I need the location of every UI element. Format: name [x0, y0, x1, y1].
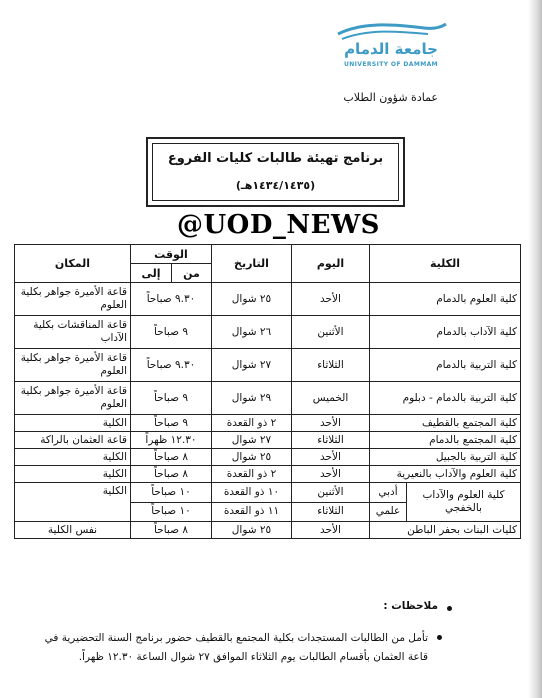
cell-place: الكلية	[15, 483, 131, 522]
notes-body	[22, 629, 442, 667]
cell-date: ٢ ذو القعدة	[212, 466, 292, 483]
cell-time: ٩ صباحاً	[131, 382, 212, 415]
header-college: الكلية	[370, 245, 521, 283]
table-row	[15, 466, 521, 483]
department-name: عمادة شؤون الطلاب	[343, 91, 438, 104]
cell-place: الكلية	[15, 449, 131, 466]
cell-time: ٨ صباحاً	[131, 449, 212, 466]
cell-day: الأثنين	[292, 316, 370, 349]
cell-date: ٢٥ شوال	[212, 283, 292, 316]
cell-date: ٢٧ شوال	[212, 349, 292, 382]
cell-college: كلية الآداب بالدمام	[370, 316, 521, 349]
logo-arabic-name: جامعة الدمام	[344, 40, 438, 58]
watermark-handle: @UOD_NEWS	[177, 210, 380, 240]
cell-time: ٨ صباحاً	[131, 522, 212, 539]
cell-college: كليات البنات بحفر الباطن	[370, 522, 521, 539]
table-row	[15, 449, 521, 466]
cell-day: الأحد	[292, 449, 370, 466]
cell-day: الثلاثاء	[292, 349, 370, 382]
cell-time: ٩.٣٠ صباحاً	[131, 283, 212, 316]
table-row	[15, 349, 521, 382]
notes-heading	[32, 600, 452, 612]
bullet-icon	[447, 606, 452, 611]
cell-date: ١١ ذو القعدة	[212, 502, 292, 522]
page-edge-shadow	[528, 0, 542, 698]
header-day: اليوم	[292, 245, 370, 283]
cell-time: ١٠ صباحاً	[131, 502, 212, 522]
cell-place: الكلية	[15, 415, 131, 432]
cell-day: الثلاثاء	[292, 502, 370, 522]
khafji-college-name: كلية العلوم والآداب بالخفجي	[422, 489, 505, 514]
cell-college: كلية المجتمع بالدمام	[370, 432, 521, 449]
university-logo	[332, 18, 450, 73]
cell-place: قاعة العثمان بالراكة	[15, 432, 131, 449]
cell-date: ٢٩ شوال	[212, 382, 292, 415]
cell-college: كلية التربية بالدمام	[370, 349, 521, 382]
table-row-khafji	[15, 483, 521, 503]
cell-day: الأحد	[292, 283, 370, 316]
table-row	[15, 432, 521, 449]
cell-place: نفس الكلية	[15, 522, 131, 539]
header-from: من	[172, 264, 212, 283]
title-box	[146, 137, 405, 207]
cell-time: ٨ صباحاً	[131, 466, 212, 483]
cell-date: ١٠ ذو القعدة	[212, 483, 292, 503]
cell-college: كلية التربية بالدمام - دبلوم	[370, 382, 521, 415]
cell-day: الأحد	[292, 415, 370, 432]
cell-college-khafji	[370, 483, 521, 522]
cell-college: كلية المجتمع بالقطيف	[370, 415, 521, 432]
cell-day: الأحد	[292, 466, 370, 483]
header-place: المكان	[15, 245, 131, 283]
table-row	[15, 283, 521, 316]
header-date: التاريخ	[212, 245, 292, 283]
table-row	[15, 382, 521, 415]
cell-place: قاعة الأميرة جواهر بكلية العلوم	[15, 349, 131, 382]
cell-place: قاعة المناقشات بكلية الآداب	[15, 316, 131, 349]
table-row	[15, 415, 521, 432]
page-title: برنامج تهيئة طالبات كليات الفروع	[167, 151, 384, 166]
header-time: الوقت	[131, 245, 212, 264]
page-subtitle-year: (١٤٣٤/١٤٣٥هـ)	[235, 179, 316, 192]
khafji-track-science: علمي	[375, 505, 401, 518]
cell-time: ٩ صباحاً	[131, 316, 212, 349]
cell-day: الأحد	[292, 522, 370, 539]
schedule-table	[14, 244, 521, 539]
cell-time: ٩.٣٠ صباحاً	[131, 349, 212, 382]
cell-day: الأثنين	[292, 483, 370, 503]
cell-time: ١٠ صباحاً	[131, 483, 212, 503]
table-row	[15, 316, 521, 349]
cell-date: ٢٧ شوال	[212, 432, 292, 449]
cell-place: قاعة الأميرة جواهر بكلية العلوم	[15, 283, 131, 316]
cell-college: كلية العلوم بالدمام	[370, 283, 521, 316]
cell-day: الثلاثاء	[292, 432, 370, 449]
cell-time: ٩ صباحاً	[131, 415, 212, 432]
cell-date: ٢٦ شوال	[212, 316, 292, 349]
notes-body-text: تأمل من الطالبات المستجدات بكلية المجتمع بالقطيف حضور برنامج السنة التحضيرية في قاعة العثمان بأقسام الطالبات يوم الثلاثاء الموافق ٢٧ شوال الساعة ١٢.٣٠ ظهراً.	[44, 632, 428, 663]
cell-date: ٢٥ شوال	[212, 522, 292, 539]
header-to: إلى	[131, 264, 172, 283]
logo-english-name: UNIVERSITY OF DAMMAM	[343, 61, 439, 68]
bullet-icon	[437, 635, 442, 640]
cell-date: ٢٥ شوال	[212, 449, 292, 466]
cell-college: كلية التربية بالجبيل	[370, 449, 521, 466]
notes-section	[22, 600, 442, 667]
khafji-track-literary: أدبي	[370, 483, 406, 503]
cell-college: كلية العلوم والآداب بالنعيرية	[370, 466, 521, 483]
cell-place: قاعة الأميرة جواهر بكلية العلوم	[15, 382, 131, 415]
cell-time: ١٢.٣٠ ظهراً	[131, 432, 212, 449]
table-row	[15, 522, 521, 539]
notes-heading-text: ملاحظات :	[383, 600, 438, 612]
cell-date: ٢ ذو القعدة	[212, 415, 292, 432]
cell-day: الخميس	[292, 382, 370, 415]
cell-place: الكلية	[15, 466, 131, 483]
